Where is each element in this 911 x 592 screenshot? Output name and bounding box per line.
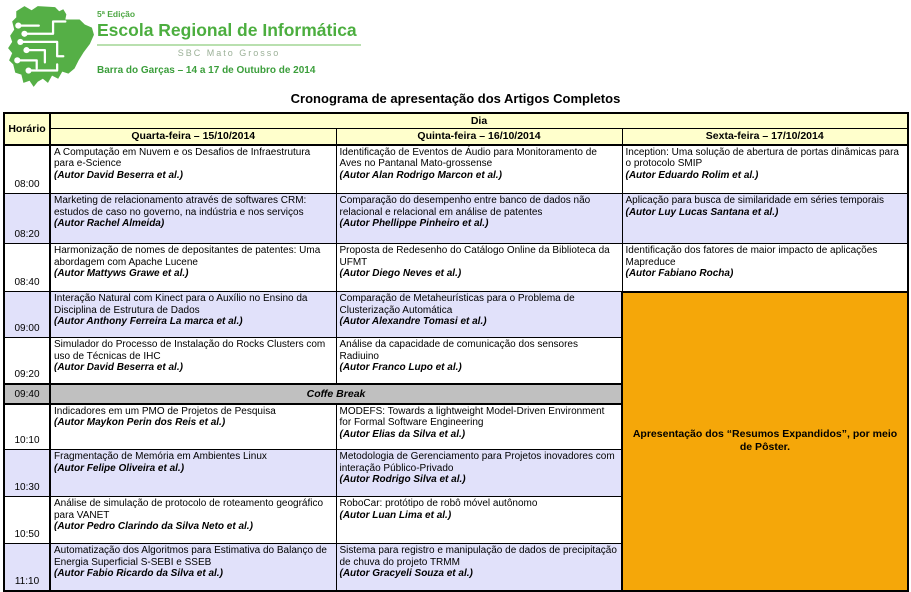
paper-author: (Autor Elias da Silva et al.) bbox=[339, 428, 466, 440]
paper-title: Inception: Uma solução de abertura de portas dinâmicas para o protocolo SMIP bbox=[625, 146, 899, 170]
event-location-date: Barra do Garças – 14 a 17 de Outubro de 2014 bbox=[97, 65, 316, 76]
paper-cell bbox=[50, 194, 336, 244]
paper-author: (Autor Mattyws Grawe et al.) bbox=[54, 268, 189, 280]
paper-cell bbox=[622, 194, 908, 244]
time-cell: 10:50 bbox=[4, 497, 50, 544]
schedule-table bbox=[3, 112, 909, 592]
time-cell: 09:00 bbox=[4, 292, 50, 338]
time-cell: 09:20 bbox=[4, 338, 50, 384]
time-cell: 10:30 bbox=[4, 450, 50, 497]
paper-author: (Autor Alan Rodrigo Marcon et al.) bbox=[339, 169, 502, 181]
paper-title: Simulador do Processo de Instalação do Rocks Clusters com uso de Técnicas de IHC bbox=[54, 339, 326, 362]
paper-title: Automatização dos Algoritmos para Estimativa do Balanço de Energia Superficial S-SEBI e SSEB bbox=[54, 545, 327, 568]
paper-title: Comparação do desempenho entre banco de dados não relacional e relacional em análise de patentes bbox=[339, 195, 591, 218]
poster-session-cell: Apresentação dos “Resumos Expandidos”, por meio de Pôster. bbox=[622, 292, 908, 591]
paper-title: Aplicação para busca de similaridade em séries temporais bbox=[625, 195, 884, 206]
paper-cell bbox=[622, 145, 908, 194]
paper-cell bbox=[336, 292, 622, 338]
paper-cell bbox=[50, 404, 336, 450]
paper-cell bbox=[336, 145, 622, 194]
table-row bbox=[4, 244, 908, 292]
paper-cell bbox=[336, 544, 622, 591]
day-header-wednesday: Quarta-feira – 15/10/2014 bbox=[50, 129, 336, 145]
paper-author: (Autor David Beserra et al.) bbox=[54, 169, 183, 181]
time-cell: 08:20 bbox=[4, 194, 50, 244]
paper-cell bbox=[50, 497, 336, 544]
paper-author: (Autor Diego Neves et al.) bbox=[339, 268, 462, 280]
paper-title: RoboCar: protótipo de robô móvel autônomo bbox=[339, 498, 538, 509]
paper-author: (Autor Alexandre Tomasi et al.) bbox=[339, 316, 487, 328]
paper-cell bbox=[50, 338, 336, 384]
paper-cell bbox=[336, 404, 622, 450]
page-title: Cronograma de apresentação dos Artigos Completos bbox=[290, 91, 621, 106]
paper-cell bbox=[50, 292, 336, 338]
paper-author: (Autor Luan Lima et al.) bbox=[339, 509, 452, 521]
table-row bbox=[4, 145, 908, 194]
paper-author: (Autor Franco Lupo et al.) bbox=[339, 362, 462, 374]
time-cell: 10:10 bbox=[4, 404, 50, 450]
society-name: SBC Mato Grosso bbox=[177, 48, 281, 58]
day-header-friday: Sexta-feira – 17/10/2014 bbox=[622, 129, 908, 145]
paper-author: (Autor Fabio Ricardo da Silva et al.) bbox=[54, 568, 223, 580]
page-header bbox=[0, 0, 911, 88]
edition-label: 5ª Edição bbox=[97, 9, 136, 19]
day-group-header: Dia bbox=[50, 113, 908, 129]
paper-title: Fragmentação de Memória em Ambientes Linux bbox=[54, 451, 267, 462]
time-column-header: Horário bbox=[4, 113, 50, 145]
paper-cell bbox=[50, 544, 336, 591]
paper-author: (Autor Gracyeli Souza et al.) bbox=[339, 568, 473, 580]
paper-title: Identificação de Eventos de Áudio para Monitoramento de Aves no Pantanal Mato-grossense bbox=[339, 146, 597, 170]
table-row bbox=[4, 194, 908, 244]
paper-author: (Autor Felipe Oliveira et al.) bbox=[54, 462, 185, 474]
mato-grosso-map-logo-icon bbox=[4, 3, 96, 87]
paper-author: (Autor Fabiano Rocha) bbox=[625, 268, 734, 280]
paper-title: Interação Natural com Kinect para o Auxílio no Ensino da Disciplina de Estrutura de Dados bbox=[54, 293, 308, 316]
paper-author: (Autor Pedro Clarindo da Silva Neto et al.) bbox=[54, 521, 253, 533]
paper-title: Comparação de Metaheurísticas para o Problema de Clusterização Automática bbox=[339, 293, 575, 316]
paper-title: Metodologia de Gerenciamento para Projetos inovadores com interação Público-Privado bbox=[339, 451, 615, 474]
paper-author: (Autor David Beserra et al.) bbox=[54, 362, 183, 374]
paper-title: A Computação em Nuvem e os Desafios de Infraestrutura para e-Science bbox=[54, 146, 311, 170]
paper-author: (Autor Maykon Perin dos Reis et al.) bbox=[54, 417, 226, 429]
paper-author: (Autor Rodrigo Silva et al.) bbox=[339, 474, 466, 486]
paper-cell bbox=[622, 244, 908, 292]
paper-cell bbox=[50, 450, 336, 497]
paper-title: Marketing de relacionamento através de softwares CRM: estudos de caso no governo, na indústria e nos serviços bbox=[54, 195, 307, 218]
day-header-thursday: Quinta-feira – 16/10/2014 bbox=[336, 129, 622, 145]
paper-author: (Autor Phellippe Pinheiro et al.) bbox=[339, 218, 489, 230]
paper-title: MODEFS: Towards a lightweight Model-Driven Environment for Formal Software Engineering bbox=[339, 405, 605, 429]
paper-title: Proposta de Redesenho do Catálogo Online da Biblioteca da UFMT bbox=[339, 245, 610, 268]
paper-cell bbox=[336, 338, 622, 384]
paper-author: (Autor Anthony Ferreira La marca et al.) bbox=[54, 316, 243, 328]
paper-cell bbox=[50, 145, 336, 194]
paper-cell bbox=[50, 244, 336, 292]
paper-author: (Autor Eduardo Rolim et al.) bbox=[625, 169, 759, 181]
paper-cell bbox=[336, 497, 622, 544]
time-cell: 08:00 bbox=[4, 145, 50, 194]
time-cell: 08:40 bbox=[4, 244, 50, 292]
paper-author: (Autor Luy Lucas Santana et al.) bbox=[625, 206, 779, 218]
coffee-break-cell: Coffe Break bbox=[50, 384, 622, 404]
table-row bbox=[4, 292, 908, 338]
paper-author: (Autor Rachel Almeida) bbox=[54, 218, 165, 230]
paper-cell bbox=[336, 194, 622, 244]
paper-title: Harmonização de nomes de depositantes de patentes: Uma abordagem com Apache Lucene bbox=[54, 245, 321, 268]
paper-cell bbox=[336, 450, 622, 497]
paper-title: Análise de simulação de protocolo de roteamento geográfico para VANET bbox=[54, 498, 324, 521]
time-cell: 11:10 bbox=[4, 544, 50, 591]
logo-text-block bbox=[97, 9, 361, 76]
school-name: Escola Regional de Informática bbox=[97, 20, 361, 46]
paper-title: Sistema para registro e manipulação de dados de precipitação de chuva do projeto TRMM bbox=[339, 545, 617, 568]
paper-title: Identificação dos fatores de maior impacto de aplicações Mapreduce bbox=[625, 245, 878, 268]
paper-cell bbox=[336, 244, 622, 292]
time-cell: 09:40 bbox=[4, 384, 50, 404]
paper-title: Análise da capacidade de comunicação dos sensores Radiuino bbox=[339, 339, 578, 362]
paper-title: Indicadores em um PMO de Projetos de Pesquisa bbox=[54, 405, 276, 417]
